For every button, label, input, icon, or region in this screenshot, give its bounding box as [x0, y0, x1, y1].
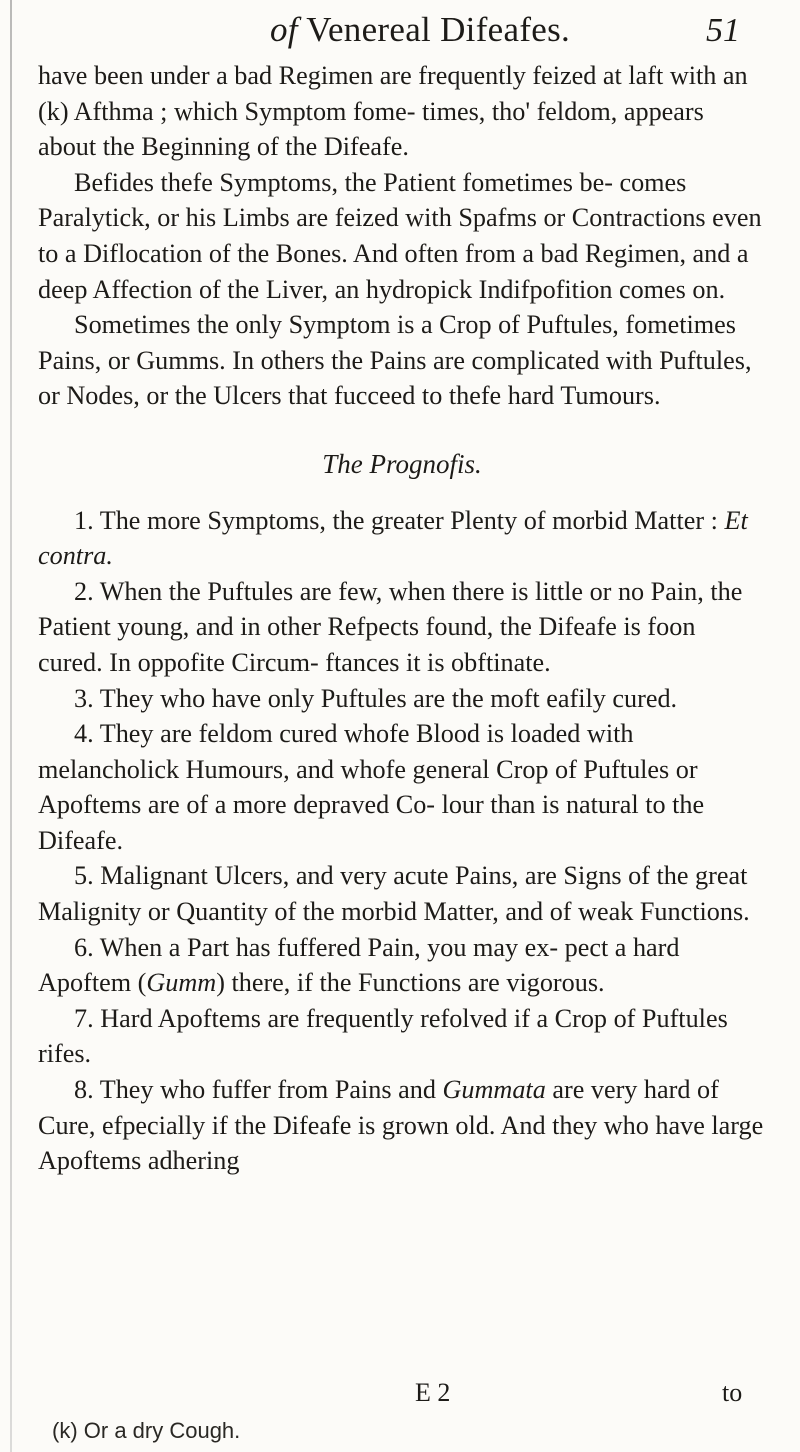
page-edge-shadow [10, 0, 12, 1452]
prognosis-item-3: 3. They who have only Puftules are the moft eafily cured. [74, 683, 678, 713]
item-6-text-c: ) there, if the Functions are vigorous. [216, 968, 605, 998]
prognosis-item-1 [38, 503, 766, 574]
prognosis-item-5: 5. Malignant Ulcers, and very acute Pains, are Signs of the great Malignity or Quantity of the morbid Matter, and of weak Functions. [38, 861, 750, 927]
paragraph-single-symptom: Sometimes the only Symptom is a Crop of Puftules, fometimes Pains, or Gumms. In others the Pains are complicated with Puftules, or Nodes, or the Ulcers that fucceed to thefe hard Tumours. [38, 310, 752, 411]
prognosis-item-7: 7. Hard Apoftems are frequently refolved if a Crop of Puftules rifes. [38, 1003, 728, 1069]
running-head-title: Venereal Difeafes. [297, 10, 571, 49]
running-head-of: of [270, 10, 298, 49]
prognosis-item-2: 2. When the Puftules are few, when there is little or no Pain, the Patient young, and in other Refpects found, the Difeafe is foon cured. In oppofite Circum- ftances it is obftinate. [38, 576, 743, 677]
catchword: to [722, 1378, 743, 1407]
body-text [38, 58, 766, 1179]
item-1-text: 1. The more Symptoms, the greater Plenty of morbid Matter : [74, 505, 725, 535]
footnote: (k) Or a dry Cough. [52, 1418, 241, 1443]
item-6-text-a: 6. When a Part has fuffered Pain, you may ex- pect a hard Apoftem ( [38, 932, 680, 998]
item-6-italic: Gumm [146, 968, 217, 998]
page-number: 51 [706, 12, 740, 49]
prognosis-item-4: 4. They are feldom cured whofe Blood is loaded with melancholick Humours, and whofe general Crop of Puftules or Apoftems are of a more depraved Co- lour than is natural to the Difeafe. [38, 719, 705, 855]
item-8-text-c: are very hard of Cure, efpecially if the Difeafe is grown old. And they who have large Apoftems adhering [38, 1075, 764, 1176]
paragraph-asthma: have been under a bad Regimen are frequently feized at laft with an (k) Afthma ; which Symptom fome- times, tho' feldom, appears about the Beginning of the Difeafe. [38, 61, 748, 162]
paragraph-other-symptoms: Befides thefe Symptoms, the Patient fometimes be- comes Paralytick, or his Limbs are feized with Spafms or Contractions even to a Diflocation of the Bones. And often from a bad Regimen, and a deep Affection of the Liver, an hydropick Indifpofition comes on. [38, 167, 762, 304]
item-1-italic: Et contra. [38, 505, 748, 571]
running-head [270, 10, 570, 50]
section-heading: The Prognofis. [322, 448, 482, 479]
item-8-text-a: 8. They who fuffer from Pains and [74, 1075, 443, 1105]
prognosis-item-8 [38, 1072, 766, 1179]
item-8-italic: Gummata [442, 1075, 546, 1105]
signature-mark: E 2 [415, 1378, 451, 1407]
prognosis-item-6 [38, 930, 766, 1001]
